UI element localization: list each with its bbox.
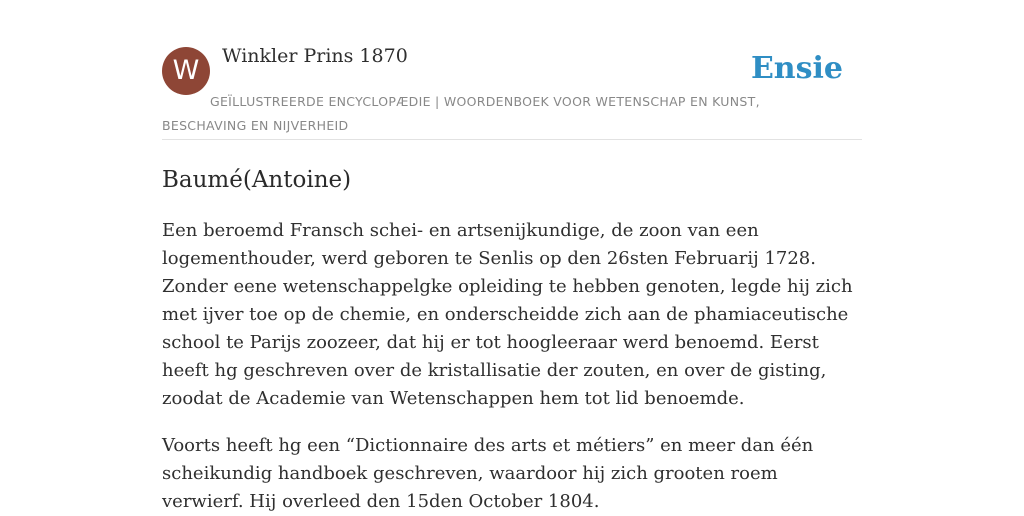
article-title: Baumé(Antoine): [162, 167, 352, 193]
ensie-logo[interactable]: Ensie: [750, 51, 843, 86]
article-paragraph: Voorts heeft hg een “Dictionnaire des arts et métiers” en meer dan één scheikundig handboek geschreven, waardoor hij zich grooten roem verwierf. Hij overleed den 15den October 1804.: [162, 435, 814, 512]
article: [162, 164, 862, 516]
article-paragraph: Een beroemd Fransch schei- en artsenijkundige, de zoon van een logementhouder, werd geboren te Senlis op den 26sten Februarij 1728. Zonder eene wetenschappelgke opleiding te hebben genoten, legde hij zich met ijver toe op de chemie, en onderscheidde zich aan de phamiaceutische school te Parijs zoozeer, dat hij er tot hoogleeraar werd benoemd. Eerst heeft hg geschreven over de kristallisatie der zouten, en over de gisting, zoodat de Academie van Wetenschappen hem tot lid benoemde.: [162, 220, 853, 409]
source-avatar[interactable]: W: [162, 47, 210, 95]
page: [162, 0, 862, 516]
source-title[interactable]: Winkler Prins 1870: [222, 45, 408, 67]
header: [162, 0, 862, 140]
source-subtitle: GEÏLLUSTREERDE ENCYCLOPÆDIE | WOORDENBOEK VOOR WETENSCHAP EN KUNST, BESCHAVING EN NIJVERHEID: [162, 94, 760, 133]
